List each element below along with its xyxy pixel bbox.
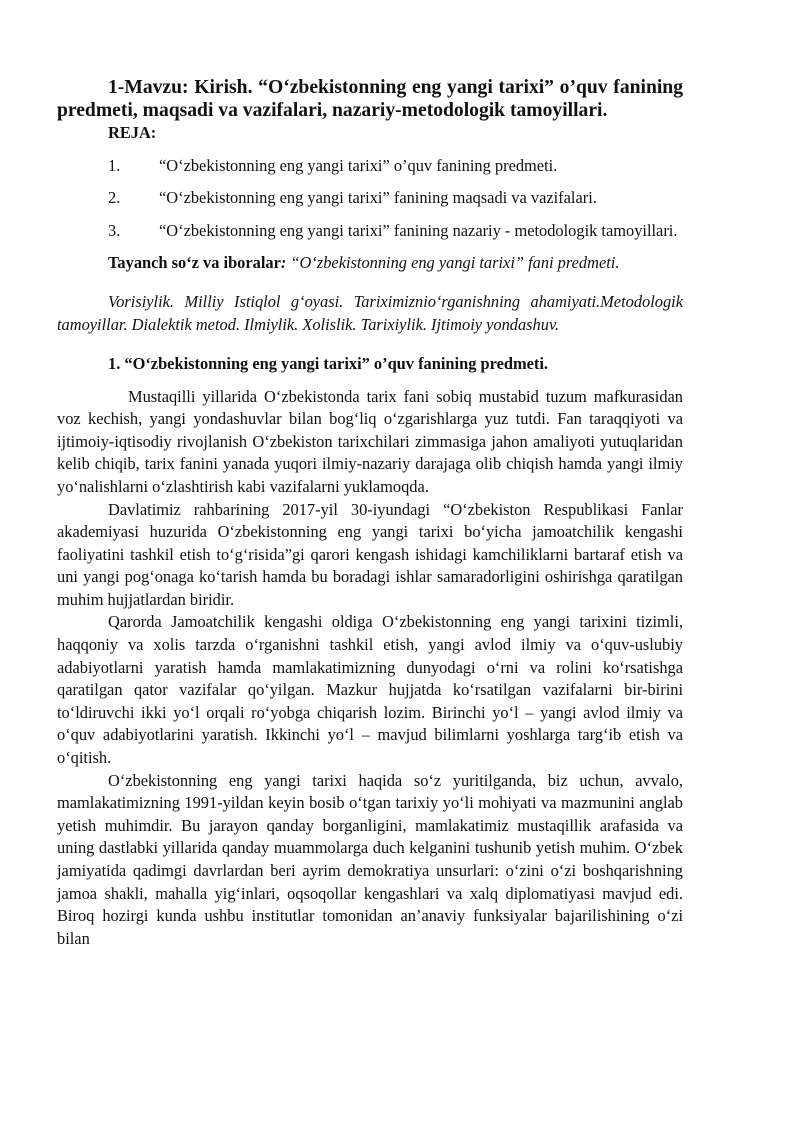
document-page — [57, 76, 683, 950]
body-paragraph: Qarorda Jamoatchilik kengashi oldiga O‘zbekistonning eng yangi tarixini tizimli, haqqoniy va xolis tarzda o‘rganishni tashkil etish, yangi avlod ilmiy va o‘quv-uslubiy adabiyotlarni yaratish hamda mamlakatimizning dunyodagi o‘rni va rolini ko‘rsatishga qaratilgan qator vazifalar qo‘yilgan. Mazkur hujjatda ko‘rsatilgan vazifalarni bir-birini to‘ldiruvchi ikki yo‘l orqali ro‘yobga chiqarish lozim. Birinchi yo‘l – yangi avlod ilmiy va o‘quv adabiyotlarini yaratish. Ikkinchi yo‘l – mavjud bilimlarni yoshlarga targ‘ib etish va o‘qitish. — [57, 612, 683, 768]
section-heading: 1. “O‘zbekistonning eng yangi tarixi” o’quv fanining predmeti. — [108, 353, 549, 373]
plan-item-text: “O‘zbekistonning eng yangi tarixi” fanining nazariy - metodologik tamoyillari. — [159, 220, 678, 240]
plan-item — [57, 187, 683, 210]
plan-item-text: “O‘zbekistonning eng yangi tarixi” fanining maqsadi va vazifalari. — [159, 188, 597, 208]
keywords-line — [57, 252, 683, 275]
keywords-colon: : — [280, 253, 287, 273]
plan-item-number: 3. — [108, 220, 121, 240]
plan-item-number: 1. — [108, 155, 121, 175]
key-terms: Vorisiylik. Milliy Istiqlol g‘oyasi. Tariximiznio‘rganishning ahamiyati.Metodologik tamoyillar. Dialektik metod. Ilmiylik. Xolislik. Tarixiylik. Ijtimoiy yondashuv. — [57, 292, 683, 334]
keywords-text: “O‘zbekistonning eng yangi tarixi” fani predmeti. — [286, 253, 620, 273]
plan-list — [57, 155, 683, 243]
body-paragraph: Davlatimiz rahbarining 2017-yil 30-iyundagi “O‘zbekiston Respublikasi Fanlar akademiyasi huzurida O‘zbekistonning eng yangi tarixi bo‘yicha jamoatchilik kengashi faoliyatini tashkil etish to‘g‘risida”gi qarori kengash ishidagi kamchiliklarni bartaraf etish va uni yangi pog‘onaga ko‘tarish hamda bu boradagi ishlar samaradorligini oshirishga qaratilgan muhim hujjatlardan biridir. — [57, 499, 683, 609]
plan-item — [57, 220, 683, 243]
page-title: 1-Mavzu: Kirish. “O‘zbekistonning eng yangi tarixi” o’quv fanining predmeti, maqsadi va vazifalari, nazariy-metodologik tamoyillari. — [57, 77, 683, 121]
plan-heading: REJA: — [108, 123, 157, 142]
plan-item-number: 2. — [108, 188, 121, 208]
body-paragraph: O‘zbekistonning eng yangi tarixi haqida so‘z yuritilganda, biz uchun, avvalo, mamlakatimizning 1991-yildan keyin bosib o‘tgan tarixiy yo‘li mohiyati va mazmunini anglab yetish muhimdir. Bu jarayon qanday borganligini, mamlakatimiz mustaqillik arafasida va uning dastlabki yillarida qanday muammolarga duch kelganini tushunib yetish muhim. O‘zbek jamiyatida qadimgi davrlardan beri ayrim demokratiya unsurlari: o‘zini o‘zi boshqarishning jamoa shakli, mahalla yig‘inlari, oqsoqollar kengashlari va xalq diplomatiyasi mavjud edi. Biroq hozirgi kunda ushbu institutlar tomonidan an’anaviy funksiyalar bajarilishining o‘zi bilan — [57, 770, 683, 948]
plan-item-text: “O‘zbekistonning eng yangi tarixi” o’quv fanining predmeti. — [159, 155, 558, 175]
body-paragraph: Mustaqilli yillarida O‘zbekistonda tarix fani sobiq mustabid tuzum mafkurasidan voz kechish, yangi yondashuvlar bilan bog‘liq o‘zgarishlarga yuz tutdi. Fan taraqqiyoti va ijtimoiy-iqtisodiy rivojlanish O‘zbekiston tarixchilari zimmasiga jahon amaliyoti yutuqlaridan kelib chiqib, tarix fanini yanada yuqori ilmiy-nazariy darajaga olib chiqish hamda yangi ilmiy yo‘nalishlarni o‘zlashtirish kabi vazifalarni yuklamoqda. — [57, 386, 683, 496]
keywords-label: Tayanch so‘z va iboralar — [108, 253, 281, 273]
plan-item — [57, 155, 683, 178]
